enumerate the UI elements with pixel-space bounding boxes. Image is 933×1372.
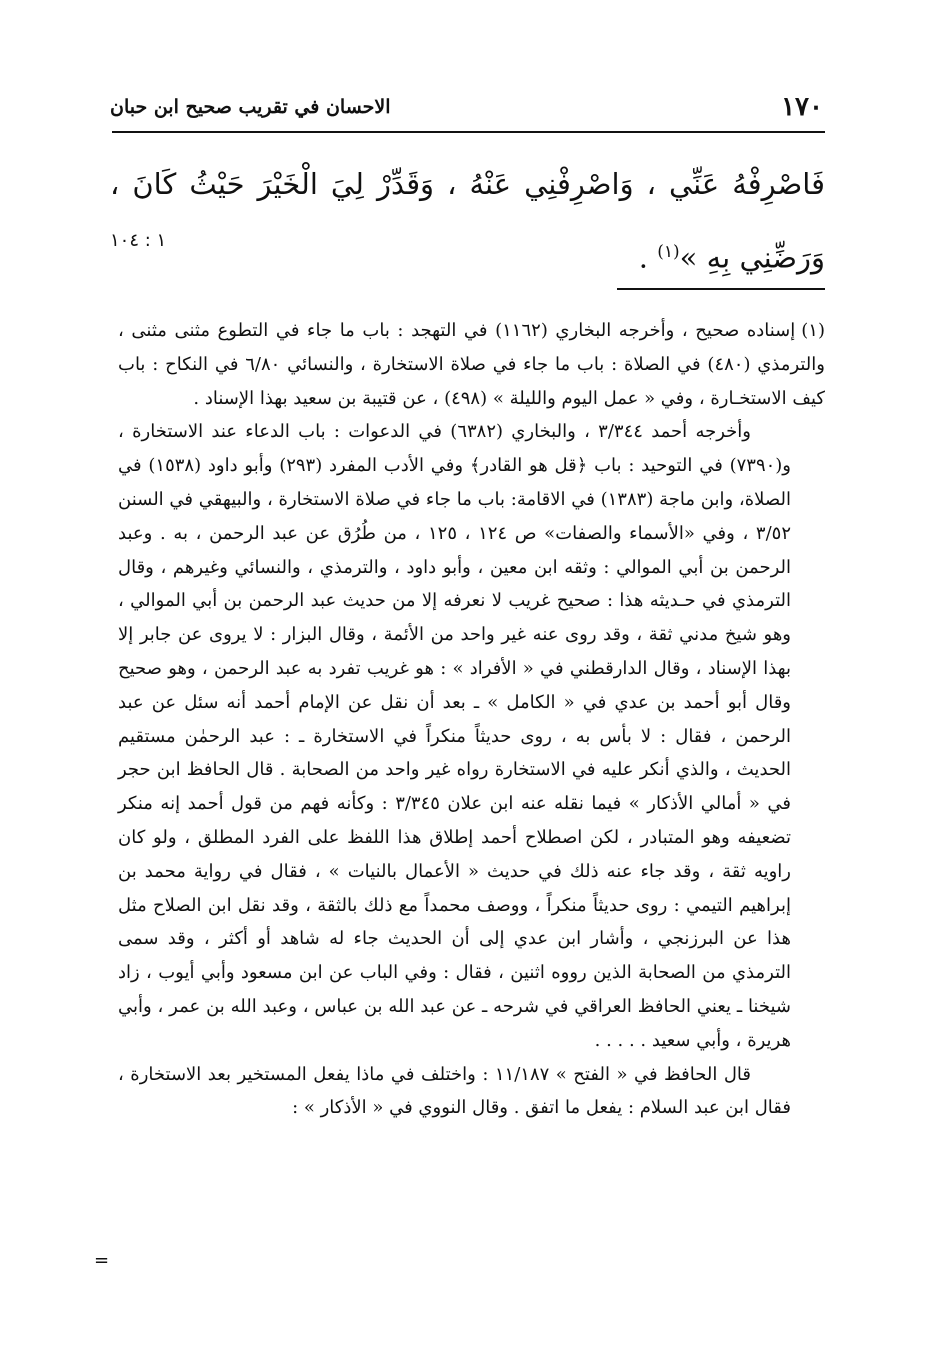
page-number: ١٧٠ (781, 92, 823, 122)
continuation-mark: = (94, 1250, 110, 1271)
hadith-end: . (638, 240, 658, 275)
footnote-rule (617, 288, 825, 290)
footnotes (118, 314, 825, 1125)
page-header (110, 92, 823, 132)
hadith-body: فَاصْرِفْهُ عَنِّي ، وَاصْرِفْنِي عَنْهُ ، وَقَدِّرْ لِيَ الْخَيْرَ حَيْثُ كَانَ ، وَرَضِّنِي بِهِ » (110, 167, 825, 275)
footnote-paragraph (118, 314, 825, 415)
running-title: الاحسان في تقريب صحيح ابن حبان (110, 96, 391, 118)
footnote-paragraph: قال الحافظ في « الفتح » ١١/١٨٧ : واختلف في ماذا يفعل المستخير بعد الاستخارة ، فقال ابن عبد السلام : يفعل ما اتفق . وقال النووي في « الأذكار » : (118, 1063, 791, 1119)
volume-reference: ١ : ١٠٤ (110, 230, 167, 251)
footnote-number: (١) (801, 320, 825, 341)
hadith-text (110, 150, 825, 292)
footnote-reference: (١) (657, 242, 680, 262)
header-rule (112, 131, 825, 133)
footnote-text: إسناده صحيح ، وأخرجه البخاري (١١٦٢) في التهجد : باب ما جاء في التطوع مثنى مثنى ، والترمذي (٤٨٠) في الصلاة : باب ما جاء في صلاة الاستخارة ، والنسائي ٦/٨٠ في النكاح : باب كيف الاستخـارة ، وفي « عمل اليوم والليلة » (٤٩٨) ، عن قتيبة بن سعيد بهذا الإسناد . (118, 320, 825, 409)
footnote-paragraph: وأخرجه أحمد ٣/٣٤٤ ، والبخاري (٦٣٨٢) في الدعوات : باب الدعاء عند الاستخارة ، و(٧٣٩٠) في التوحيد : باب ﴿قل هو القادر﴾ وفي الأدب المفرد (٢٩٣) وأبو داود (١٥٣٨) في الصلاة، وابن ماجة (١٣٨٣) في الاقامة: باب ما جاء في صلاة الاستخارة ، والبيهقي في السنن ٣/٥٢ ، وفي «الأسماء والصفات» ص ١٢٤ ، ١٢٥ ، من طُرُق عن عبد الرحمن ، به . وعبد الرحمن بن أبي الموالي : وثقه ابن معين ، وأبو داود ، والترمذي ، والنسائي وغيرهم ، وقال الترمذي في حـديثه هذا : صحيح غريب لا نعرفه إلا من حديث عبد الرحمن بن أبي الموالي ، وهو شيخ مدني ثقة ، وقد روى عنه غير واحد من الأئمة ، وقال البزار : لا يروى عن جابر إلا بهذا الإسناد ، وقال الدارقطني في « الأفراد » : هو غريب تفرد به عبد الرحمن ، وهو صحيح وقال أبو أحمد بن عدي في « الكامل » ـ بعد أن نقل عن الإمام أحمد أنه سئل عن عبد الرحمن ، فقال : لا بأس به ، روى حديثاً منكراً في الاستخارة ـ : عبد الرحمٰن مستقيم الحديث ، والذي أنكر عليه في الاستخارة رواه غير واحد من الصحابة . قال الحافظ ابن حجر في « أمالي الأذكار » فيما نقله عنه ابن علان ٣/٣٤٥ : وكأنه فهم من قول أحمد إنه منكر تضعيفه وهو المتبادر ، لكن اصطلاح أحمد إطلاق هذا اللفظ على الفرد المطلق ، ولو كان راويه ثقة ، وقد جاء عنه ذلك في حديث « الأعمال بالنيات » ، فقال في رواية محمد بن إبراهيم التيمي : روى حديثاً منكراً ، ووصف محمداً مع ذلك بالثقة ، وقد نقل ابن الصلاح مثل هذا عن البرزنجي ، وأشار ابن عدي إلى أن الحديث جاء له شاهد أو أكثر ، وقد سمى الترمذي من الصحابة الذين رووه اثنين ، فقال : وفي الباب عن ابن مسعود وأبي أيوب ، زاد شيخنا ـ يعني الحافظ العراقي في شرحه ـ عن عبد الله بن عباس ، وعبد الله بن عمر ، وأبي هريرة ، وأبي سعيد . . . . . (118, 421, 792, 1051)
